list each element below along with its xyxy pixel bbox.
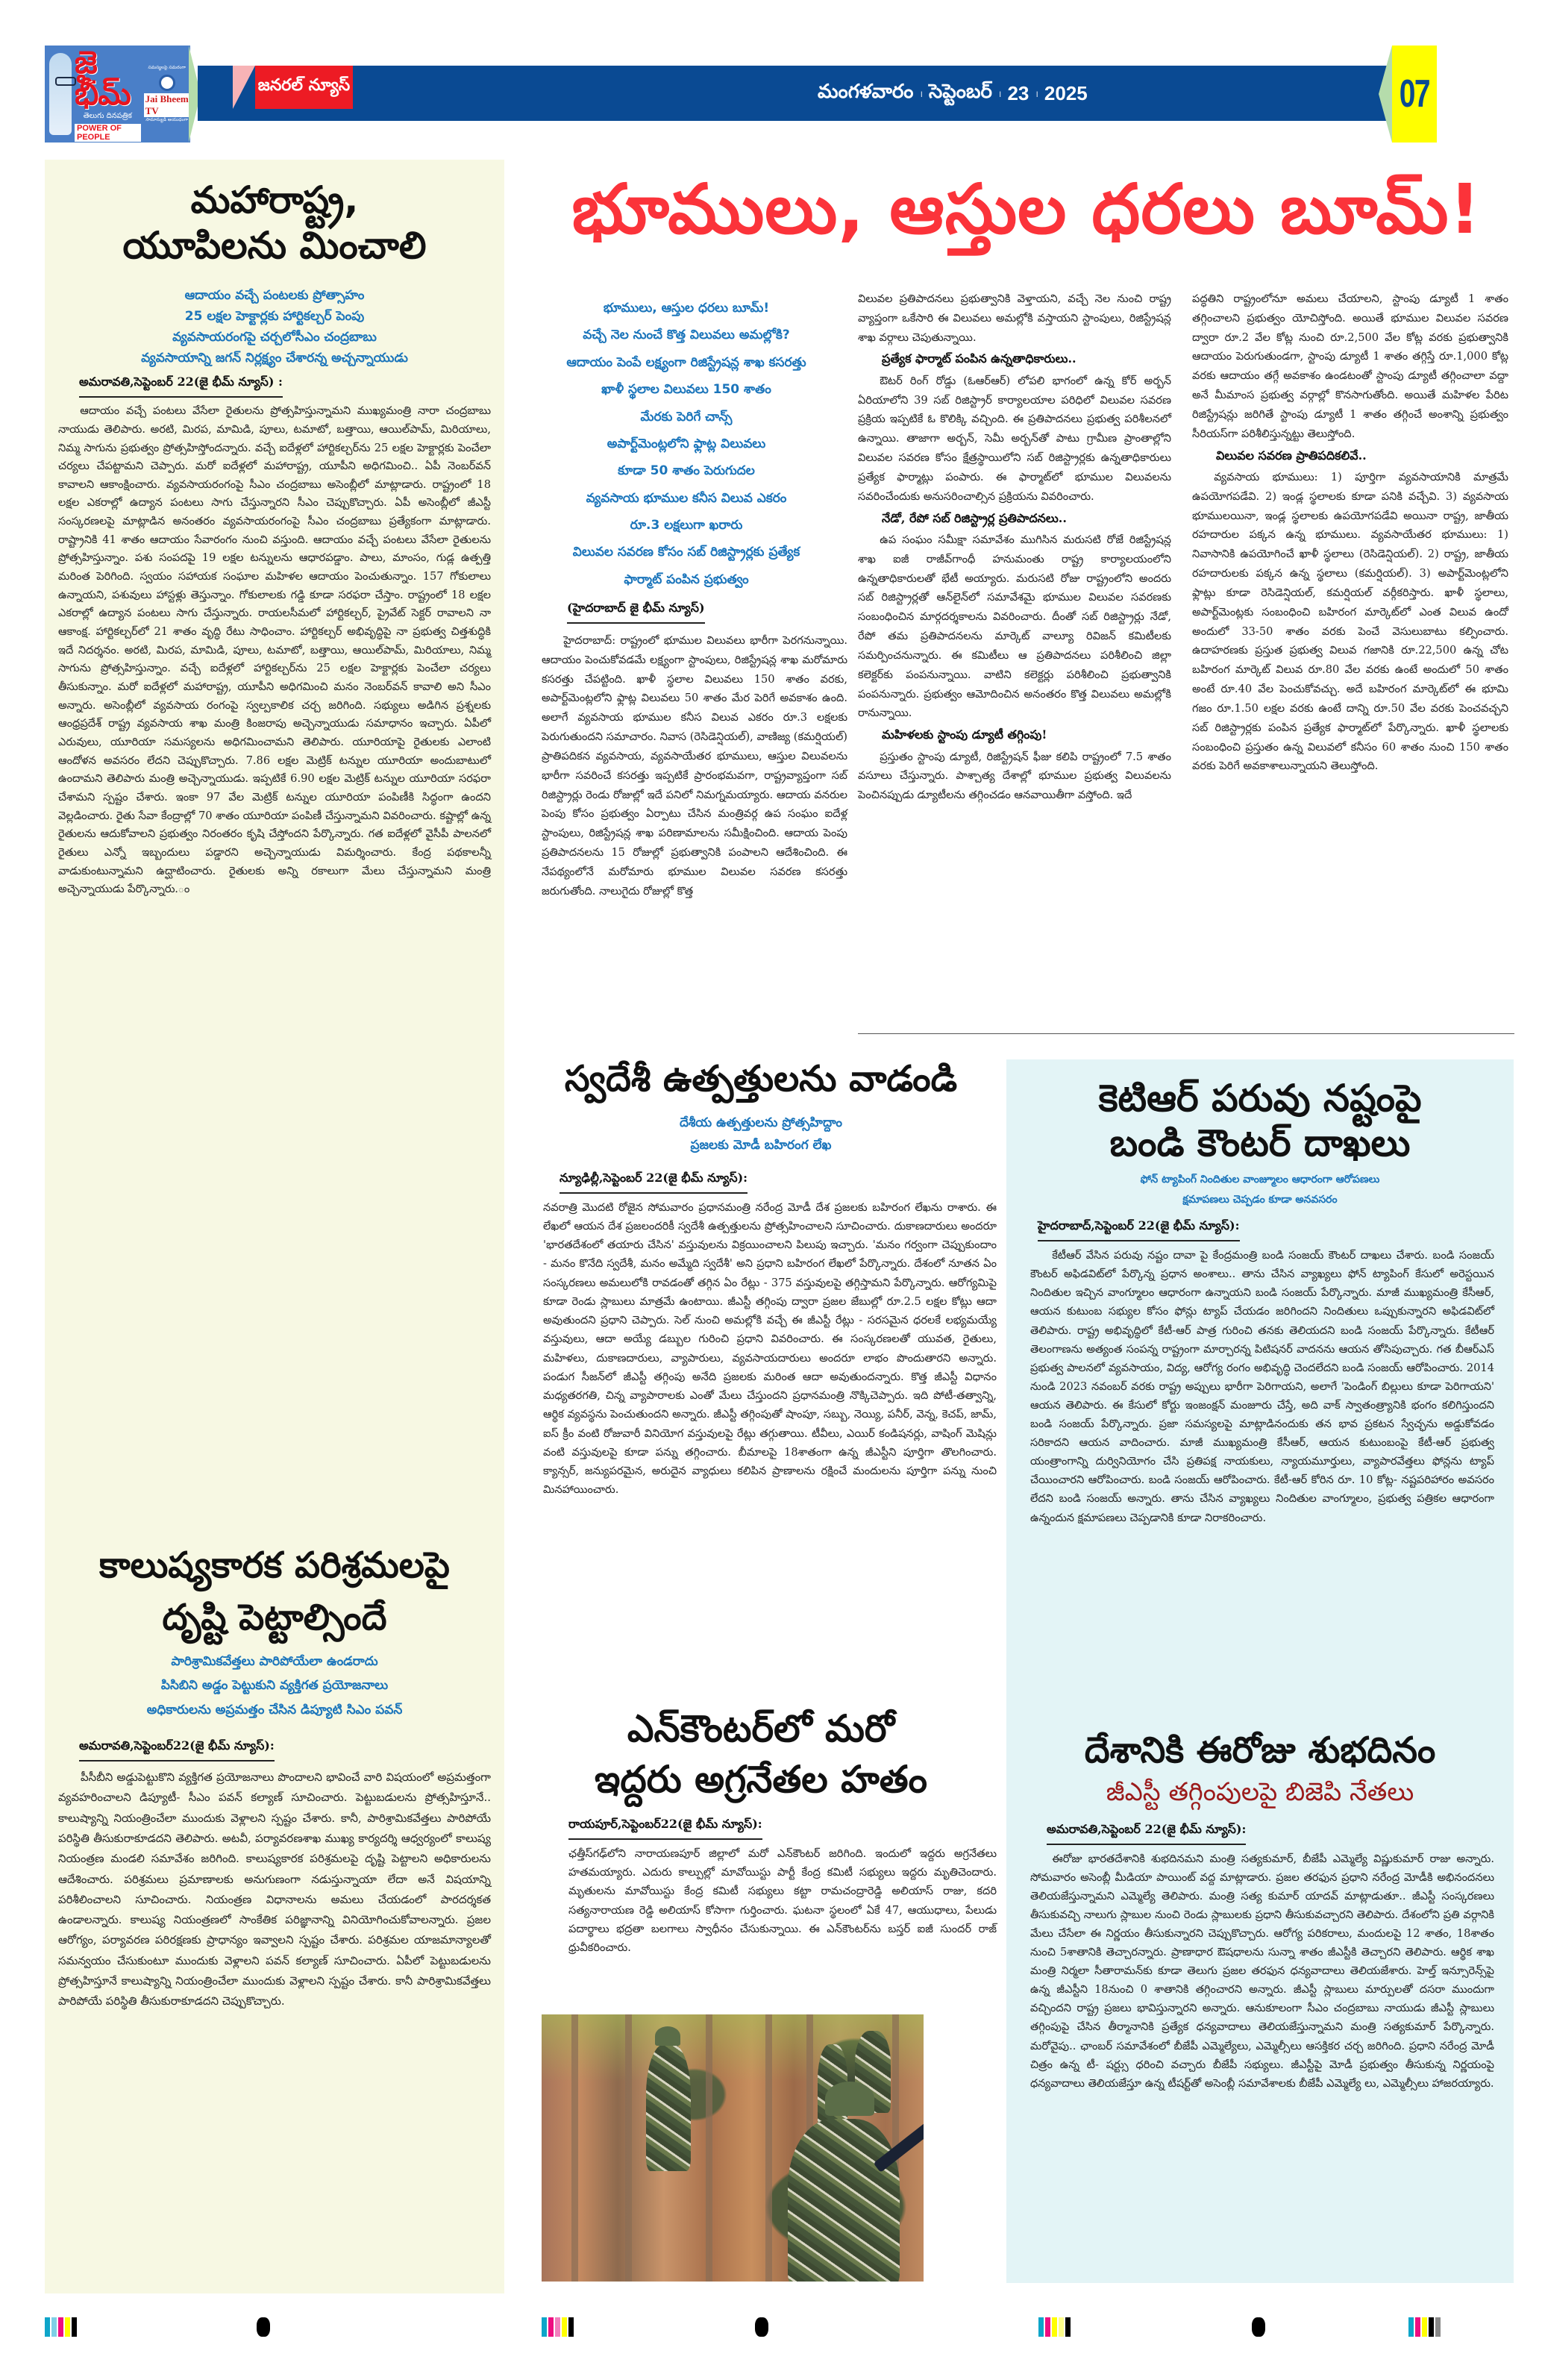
subheading: నేడో, రేపో సబ్ రిజిస్ట్రార్ల ప్రతిపాదనలు.. xyxy=(882,510,1067,525)
logo-subtitle: తెలుగు దినపత్రిక xyxy=(83,111,132,120)
article-subheadline: జీఎస్టీ తగ్గింపులపై బిజెపి నేతలు xyxy=(1106,1776,1414,1807)
color-bar xyxy=(562,2317,567,2337)
deck-line: వ్యవసాయ భూముల కనీస విలువ ఎకరం xyxy=(586,490,787,506)
color-bar xyxy=(1052,2317,1057,2337)
body-paragraph: ఔటర్ రింగ్ రోడ్డు (ఓఆర్ఆర్) లోపలి భాగంలో ఉన్న కోర్ అర్బన్ ఏరియాలోని 39 సబ్ రిజిస్ట్రార్ కార్యాలయాల పరిధిలో విలువల సవరణ ప్రక్రియ ఇప్పటికే ఓ కొలిక్కి వచ్చింది. ఈ ప్రతిపాదనలు ప్రభుత్వ పరిశీలనలో ఉన్నాయి. తాజాగా అర్బన్, సెమీ అర్బన్‌తో పాటు గ్రామీణ ప్రాంతాల్లోని విలువల సవరణ కోసం క్షేత్రస్థాయిలోని సబ్ రిజిస్ట్రార్లకు ఉన్నతాధికారులు ప్రత్యేక ఫార్మాట్లు పంపారు. ఈ ఫార్మాట్‌లో భూముల విలువలను సవరించేందుకు అనుసరించాల్సిన ప్రక్రియను వివరించారు. xyxy=(858,374,1171,503)
registration-mark xyxy=(755,2317,768,2337)
main-dateline: (హైదరాబాద్ జై భీమ్ న్యూస్) xyxy=(567,601,705,624)
article-pollution xyxy=(58,1540,491,2012)
newspaper-logo[interactable] xyxy=(45,43,190,143)
headline-line: దృష్టి పెట్టాల్సిందే xyxy=(162,1596,387,1638)
ribbon-accent xyxy=(233,66,255,109)
section-label: జనరల్ న్యూస్ xyxy=(255,66,353,109)
subheading: మహిళలకు స్టాంపు డ్యూటీ తగ్గింపు! xyxy=(882,727,1047,742)
deck-line: పిసిబిని అడ్డం పెట్టుకుని వ్యక్తిగత ప్రయోజనాలు xyxy=(160,1678,389,1694)
color-bar xyxy=(51,2317,57,2337)
deck-line: రూ.3 లక్షలుగా ఖరారు xyxy=(630,518,743,533)
article-body xyxy=(1023,1246,1497,1526)
color-bar xyxy=(1415,2317,1420,2337)
date-year: 2025 xyxy=(1044,81,1088,104)
article-headline: దేశానికి ఈరోజు శుభదినం xyxy=(1084,1729,1436,1771)
article-dateline: అమరావతి,సెప్టెంబర్ 22(జై భీమ్ న్యూస్) : xyxy=(79,375,283,398)
article-swadeshi xyxy=(522,1058,1000,1500)
issue-date xyxy=(818,66,1088,121)
masthead xyxy=(0,0,1542,149)
article-ktr-defamation xyxy=(1023,1076,1497,1527)
color-bar xyxy=(1435,2317,1441,2337)
page-arrow-decoration xyxy=(1379,46,1392,143)
body-paragraph: వ్యవసాయ భూములు: 1) పూర్తిగా వ్యవసాయానికి మాత్రమే ఉపయోగపడేవి. 2) ఇండ్ల స్థలాలకు కూడా పనికి వచ్చేవి. 3) వ్యవసాయ భూములయినా, ఇండ్ల స్థలాలకు ఉపయోగపడేవి అయినా రాష్ట్ర, జాతీయ రహదారుల పక్కన ఉన్న భూములు. వ్యవసాయేతర భూములు: 1) నివాసానికి ఉపయోగించే ఖాళీ స్థలాలు (రెసిడెన్షియల్). 2) రాష్ట్ర, జాతీయ రహదారులకు పక్కన ఉన్న స్థలాలు (కమర్షియల్). 3) అపార్ట్‌మెంట్లలోని ఫ్లాట్లు కూడా రెసిడెన్షియల్, కమర్షియల్ వర్గీకరిస్తారు. ఖాళీ స్థలాలు, అపార్ట్‌మెంట్లకు సంబంధించి బహిరంగ మార్కెట్‌లో ఎంత విలువ ఉందో అందులో 33-50 శాతం వరకు పెంచే వెసులుబాటు కల్పించారు. ఉదాహరణకు ప్రస్తుత ప్రభుత్వ విలువ గజానికి రూ.22,500 ఉన్న చోట బహిరంగ మార్కెట్ విలువ రూ.80 వేల వరకు ఉంటే అందులో 50 శాతం అంటే రూ.40 వేల పెంచుకోవచ్చు. అదే బహిరంగ మార్కెట్‌లో ఈ భూమి గజం రూ.1.50 లక్షల వరకు ఉంటే దాన్ని రూ.50 వేల వరకు పెంచవచ్చని సబ్ రిజిస్ట్రార్లకు పంపిన ప్రత్యేక ఫార్మాట్‌లో పేర్కొన్నారు. ఖాళీ స్థలాలకు సంబంధించి ప్రస్తుతం ఉన్న విలువలో కనీసం 60 శాతం నుంచి 150 శాతం వరకు పెరిగే అవకాశాలున్నాయని తెలుస్తోంది. xyxy=(1192,470,1508,773)
deck-line: పారిశ్రామికవేత్తలు పారిపోయేలా ఉండరాదు xyxy=(171,1654,378,1670)
body-paragraph: హైదరాబాద్: రాష్ట్రంలో భూముల విలువలు భారీగా పెరగనున్నాయి. ఆదాయం పెంచుకోవడమే లక్ష్యంగా స్టాంపులు, రిజిస్ట్రేషన్ల శాఖ మరోమారు కసరత్తు చేపట్టింది. ఖాళీ స్థలాల విలువలు 150 శాతం వరకు, అపార్ట్‌మెంట్లలోని ఫ్లాట్ల విలువలు 50 శాతం మేర పెరిగే అవకాశం ఉంది. అలాగే వ్యవసాయ భూముల కనీస విలువ ఎకరం రూ.3 లక్షలకు పెరుగుతుందని సమాచారం. నివాస (రెసిడెన్షియల్), వాణిజ్య (కమర్షియల్) ప్రాతిపదికన వ్యవసాయ, వ్యవసాయేతర భూములు, ఆస్తుల విలువలను భారీగా సవరించే కసరత్తు ఇప్పటికే ప్రారంభమవగా, రాష్ట్రవ్యాప్తంగా సబ్ రిజిస్ట్రార్లు రెండు రోజుల్లో ఇదే పనిలో నిమగ్నమయ్యారు. ఆదాయ వనరుల పెంపు కోసం ప్రభుత్వం ఏర్పాటు చేసిన మంత్రివర్గ ఉప సంఘం ఐదేళ్ల స్టాంపులు, రిజిస్ట్రేషన్ల శాఖ పరిణామాలను సమీక్షించింది. ఆదాయ పెంపు ప్రతిపాదనలను 15 రోజుల్లో ప్రభుత్వానికి పంపాలని ఆదేశించింది. ఈ నేపథ్యంలోనే మరోమారు భూముల విలువల సవరణ కసరత్తు జరుగుతోంది. నాలుగైదు రోజుల్లో కొత్త xyxy=(542,634,847,898)
date-month: సెప్టెంబర్ xyxy=(929,79,992,102)
article-encounter xyxy=(522,1703,1000,1957)
main-column-3 xyxy=(1192,289,1508,776)
subheading: ప్రత్యేక ఫార్మాట్ పంపిన ఉన్నతాధికారులు.. xyxy=(882,351,1076,366)
body-paragraph: విలువల ప్రతిపాదనలు ప్రభుత్వానికి వెళ్తాయని, వచ్చే నెల నుంచి రాష్ట్ర వ్యాప్తంగా ఒకేసారి ఈ విలువలు అమల్లోకి వస్తాయని స్టాంపులు, రిజిస్ట్రేషన్ల శాఖ వర్గాలు చెపుతున్నాయి. xyxy=(858,292,1171,344)
deck-line: దేశీయ ఉత్పత్తులను ప్రోత్సహిద్దాం xyxy=(679,1115,843,1130)
article-body xyxy=(522,1198,1000,1500)
main-headline: భూములు, ఆస్తుల ధరలు బూమ్! xyxy=(571,169,1482,249)
article-body xyxy=(58,402,491,899)
article-headline xyxy=(58,1540,491,1644)
article-body xyxy=(1023,1850,1497,2093)
body-paragraph: నవరాత్రి మొదటి రోజైన సోమవారం ప్రధానమంత్రి నరేంద్ర మోడీ దేశ ప్రజలకు బహిరంగ లేఖను రాశారు. ఈ లేఖలో ఆయన దేశ ప్రజలందరికీ స్వదేశీ ఉత్పత్తులను ప్రోత్సహించాలని సూచించారు. దుకాణదారులు అందరూ 'భారతదేశంలో తయారు చేసిన' వస్తువులను విక్రయించాలని పిలుపు ఇచ్చారు. 'మనం గర్వంగా చెప్పుకుందాం - మనం కొనేది స్వదేశీ, మనం అమ్మేది స్వదేశీ' అని ప్రధాని బహిరంగ లేఖలో పేర్కొన్నారు. దేశంలో నూతన ఏం సంస్కరణలు అమలులోకి రావడంతో తగ్గిన ఏం రేట్లు - 375 వస్తువులపై తగ్గిస్తామని పేర్కొన్నారు. ఆరోగ్యమిపై కూడా రెండు స్లాబులు మాత్రమే ఉంటాయి. జీఎస్టీ తగ్గింపు ద్వారా ప్రజల జేబుల్లో రూ.2.5 లక్షల కోట్లు ఆదా అవుతుందని ప్రధాని చెప్పారు. సెల్ నుంచి అమల్లోకి వచ్చే ఈ జీఎస్టీ రేట్లు - సరసమైన ధరలకే లభ్యమయ్యే వస్తువులు, ఆదా అయ్యే డబ్బుల గురించి ప్రధాని వివరించారు. ఈ సంస్కరణలతో యువత, రైతులు, మహిళలు, దుకాణదారులు, వ్యాపారులు, వ్యవసాయదారులు అందరూ లాభం పొందుతారని అన్నారు. పండుగ సీజన్‌లో జీఎస్టీ తగ్గింపు అనేది ప్రజలకు మరింత ఆదా అవుతుందన్నారు. కొత్త జీఎస్టీ విధానం మధ్యతరగతి, చిన్న వ్యాపారాలకు ఎంతో మేలు చేస్తుందని ప్రధానమంత్రి నొక్కిచెప్పారు. ఇది పోటీ-తత్వాన్ని, ఆర్థిక వ్యవస్థను పెంచుతుందని అన్నారు. జీఎస్టీ తగ్గింపుతో షాంపూ, సబ్బు, నెయ్యి, పనీర్, వెన్న, కెచప్, జామ్, ఐస్ క్రీం వంటి రోజువారీ వినియోగ వస్తువులపై రేట్లు తగ్గుతాయి. టీవీలు, ఎయిర్ కండిషనర్లు, వాషింగ్ మెషిన్లు వంటి వస్తువులపై కూడా పన్ను తగ్గించారు. బీమాలపై 18శాతంగా ఉన్న జీఎస్టీని పూర్తిగా తొలగించారు. క్యాన్సర్, జన్యుపరమైన, అరుదైన వ్యాధులు కలిపిన ప్రాణాలను రక్షించే మందులను పూర్తిగా పన్ను నుంచి మినహాయించారు. xyxy=(543,1200,997,1497)
deck-line: వ్యవసాయాన్ని జగన్ నిర్లక్ష్యం చేశారన్న అచ్చన్నాయుడు xyxy=(141,351,408,366)
color-bar xyxy=(1429,2317,1434,2337)
article-headline xyxy=(1023,1076,1497,1165)
body-paragraph: ఈరోజు భారతదేశానికి శుభదినమని మంత్రి సత్యకుమార్, బీజేపీ ఎమ్మెల్యే విష్ణుకుమార్ రాజు అన్నారు. సోమవారం అసెంబ్లీ మీడియా పాయింట్ వద్ద మాట్లాడారు. ప్రజల తరఫున ప్రధాని నరేంద్ర మోడీకి అభినందనలు తెలియజేస్తున్నామని ఎమ్మెల్యే తెలిపారు. మంత్రి సత్య కుమార్ యాదవ్ మాట్లాడుతూ.. జీఎస్టీ సంస్కరణలు తీసుకువచ్చి నాలుగు స్లాబుల నుంచి రెండు స్లాబులకు ప్రధాని తీసుకువచ్చారని తెలిపారు. దేశంలోని ప్రతి వర్గానికి మేలు చేసేలా ఈ నిర్ణయం తీసుకున్నారని చెప్పుకొచ్చారు. ఆరోగ్య పరికరాలు, మందులపై 12 శాతం, 18శాతం నుంచి 5శాతానికి తెచ్చారన్నారు. ప్రాణాధార ఔషధాలను సున్నా శాతం జీఎస్టీకి తెచ్చారని తెలిపారు. ఆర్థిక శాఖ మంత్రి నిర్మలా సీతారామన్‌కు కూడా తెలుగు ప్రజల తరఫున ధన్యవాదాలు తెలియజేశారు. హెల్త్ ఇన్సూరెన్స్‌పై ఉన్న జీఎస్టీని 18నుంచి 0 శాతానికి తగ్గించారని అన్నారు. జీఎస్టీ స్లాబులు మార్పులతో దసరా ముందుగా వచ్చిందని రాష్ట్ర ప్రజలు భావిస్తున్నారని అన్నారు. ఆనుకూలంగా సీఎం చంద్రబాబు నాయుడు జీఎస్టీ స్లాబులు తగ్గింపుపై చేసిన తీర్మానానికి ప్రత్యేక ధన్యవాదాలు తెలియజేస్తున్నామని మంత్రి సత్యకుమార్ పేర్కొన్నారు. మరోవైపు.. ఛాంబర్ సమావేశంలో బీజేపీ ఎమ్మెల్యేలు, ఎమ్మెల్సీలు ఆసక్తికర చర్చ జరిగింది. ప్రధాని నరేంద్ర మోడీ చిత్రం ఉన్న టీ- షర్ట్సు ధరించి వచ్చారు బీజేపీ సభ్యులు. జీఎస్టీపై మోడీ ప్రభుత్వం తీసుకున్న నిర్ణయంపై ధన్యవాదాలు తెలియజేస్తూ ఉన్న టీషర్ట్‌తో అసెంబ్లీ సమావేశాలకు బీజేపీ ఎమ్మెల్యే లు, ఎమ్మెల్సీలు హాజరయ్యారు. xyxy=(1030,1852,1494,2090)
color-bar xyxy=(1408,2317,1414,2337)
page-number: 07 xyxy=(1399,72,1430,116)
body-paragraph: కేటీఆర్ వేసిన పరువు నష్టం దావా పై కేంద్రమంత్రి బండి సంజయ్ కౌంటర్ దాఖలు చేశారు. బండి సంజయ్ కౌంటర్ అఫిడవిట్‌లో పేర్కొన్న ప్రధాన అంశాలు.. తాను చేసిన వ్యాఖ్యలు ఫోన్ ట్యాపింగ్ కేసులో అరెస్టయిన నిందితుల ఇచ్చిన వాంగ్మూలం ఆధారంగా ఉన్నాయని బండి సంజయ్ పేర్కొన్నారు. మాజీ ముఖ్యమంత్రి కేసీఆర్, ఆయన కుటుంబ సభ్యుల కోసం ఫోన్లు ట్యాప్ చేయడం జరిగిందని నిందితులు ఒప్పుకున్నారని అఫిడవిట్‌లో తెలిపారు. రాష్ట్ర అభివృద్ధిలో కేటీ-ఆర్ పాత్ర గురించి తనకు తెలియదని బండి సంజయ్ పేర్కొన్నారు. కేటీఆర్ తెలంగాణను అత్యంత సంపన్న రాష్ట్రంగా మార్చారన్న పిటిషనర్ వాదనను ఆయన తోసిపుచ్చారు. గత బీఆర్ఎస్ ప్రభుత్వ పాలనలో వ్యవసాయం, విద్య, ఆరోగ్య రంగం అభివృద్ధి చెందలేదని బండి సంజయ్ ఆరోపించారు. 2014 నుండి 2023 నవంబర్ వరకు రాష్ట్ర అప్పులు భారీగా పెరిగాయని, అలాగే 'పెండింగ్ బిల్లులు కూడా పెరిగాయని' ఆయన తెలిపారు. ఈ కేసులో కోర్టు ఇంజంక్షన్ మంజూరు చేస్తే, అది వాక్ స్వాతంత్ర్యానికి భంగం కలిగిస్తుందని బండి సంజయ్ పేర్కొన్నారు. ప్రజా సమస్యలపై మాట్లాడినందుకు తన భావ ప్రకటన స్వేచ్ఛను అడ్డుకోవడం సరికాదని ఆయన వాదించారు. మాజీ ముఖ్యమంత్రి కేసీఆర్, ఆయన కుటుంబంపై కేటీ-ఆర్ ప్రభుత్వ యంత్రాంగాన్ని దుర్వినియోగం చేసి ప్రతిపక్ష నాయకులు, న్యాయమూర్తులు, వ్యాపారవేత్తలు ఫోన్లను ట్యాప్ చేయించారని ఆరోపించారు. బండి సంజయ్ ఆరోపించారు. కేటీ-ఆర్ కోరిన రూ. 10 కోట్ల- నష్టపరిహారం అవసరం లేదని బండి సంజయ్ అన్నారు. తాను చేసిన వ్యాఖ్యలు నిందితుల వాంగ్మూలం, ప్రభుత్వ పత్రికల ఆధారంగా ఉన్నందున క్షమాపణలు చెప్పడానికి కూడా నిరాకరించారు. xyxy=(1030,1249,1494,1524)
logo-tagline: POWER OF PEOPLE xyxy=(75,124,141,142)
deck-line: కూడా 50 శాతం పెరుగుదల xyxy=(618,463,755,479)
page-number-box xyxy=(1392,46,1437,143)
article-headline xyxy=(58,178,491,269)
date-separator: । xyxy=(997,88,1002,99)
article-dateline: రాయపూర్,సెప్టెంబర్22(జై భీమ్ న్యూస్): xyxy=(568,1817,762,1840)
deck-line: ప్రజలకు మోడీ బహిరంగ లేఖ xyxy=(690,1138,832,1153)
article-deck xyxy=(522,1112,1000,1157)
header-ribbon xyxy=(198,66,1432,121)
soldier-figure xyxy=(646,2044,691,2171)
subheading: విలువల సవరణ ప్రాతిపదికలివే.. xyxy=(1216,448,1367,463)
headline-line: మహారాష్ట్ర, xyxy=(190,178,359,222)
article-dateline: అమరావతి,సెప్టెంబర్ 22(జై భీమ్ న్యూస్): xyxy=(1047,1822,1246,1845)
article-dateline: హైదరాబాద్,సెప్టెంబర్ 22(జై భీమ్ న్యూస్): xyxy=(1038,1218,1240,1241)
body-paragraph: ఛత్తీస్‌గఢ్‌లోని నారాయణపూర్ జిల్లాలో మరో ఎన్‌కౌంటర్ జరిగింది. ఇందులో ఇద్దరు అగ్రనేతలు హతమయ్యారు. ఎదురు కాల్పుల్లో మావోయిస్టు పార్టీ కేంద్ర కమిటీ సభ్యులు ఇద్దరు మృతిచెందారు. మృతులను మావోయిస్టు కేంద్ర కమిటీ సభ్యులు కట్టా రామచంద్రారెడ్డి అలియాస్ రాజు, కదరి సత్యనారాయణ రెడ్డి అలియాస్ కోసాగా గుర్తించారు. ఘటనా స్థలంలో ఏకే 47, ఆయుధాలు, పేలుడు పదార్థాలు భద్రతా బలగాలు స్వాధీనం చేసుకున్నాయి. ఈ ఎన్‌కౌంటర్‌ను బస్తర్ ఐజీ సుందర్ రాజ్ ధ్రువీకరించారు. xyxy=(568,1847,997,1955)
headline-line: ఎన్‌కౌంటర్‌లో మరో xyxy=(627,1707,895,1750)
soldier-figure xyxy=(788,2119,900,2282)
color-bar xyxy=(72,2317,77,2337)
color-bar xyxy=(65,2317,70,2337)
article-headline xyxy=(522,1703,1000,1805)
headline-line: కెటిఆర్ పరువు నష్టంపై xyxy=(1098,1077,1422,1120)
color-bar xyxy=(568,2317,574,2337)
registration-mark xyxy=(1252,2317,1265,2337)
article-dateline: అమరావతి,సెప్టెంబర్22(జై భీమ్ న్యూస్): xyxy=(79,1738,275,1761)
deck-line: ఆదాయం వచ్చే పంటలకు ప్రోత్సాహం xyxy=(184,288,365,303)
tv-emblem-icon xyxy=(159,75,175,91)
deck-line: అధికారులను అప్రమత్తం చేసిన డిప్యూటి సిఎం పవన్ xyxy=(146,1702,403,1717)
logo-title: జై భీమ్ xyxy=(75,43,131,112)
body-paragraph: పద్ధతిని రాష్ట్రంలోనూ అమలు చేయాలని, స్టాంపు డ్యూటీ 1 శాతం తగ్గించాలని ప్రభుత్వం యోచిస్తోంది. అయితే భూముల విలువల సవరణ ద్వారా రూ.2 వేల కోట్ల నుంచి రూ.2,500 వేల కోట్ల వరకు ప్రభుత్వానికి ఆదాయం పెరుగుతుండగా, స్టాంపు డ్యూటీ 1 శాతం తగ్గిస్తే రూ.1,000 కోట్ల వరకు ఆదాయం తగ్గే అవకాశం ఉండటంతో స్టాంపు డ్యూటీ తగ్గించాలా వద్దా అనే మీమాంస ప్రభుత్వ వర్గాల్లో కొనసాగుతోంది. అయితే మహిళల పేరిట రిజిస్ట్రేషన్లు జరిగితే స్టాంపు డ్యూటీ 1 శాతం తగ్గించే అంశాన్ని ప్రభుత్వం సీరియస్‌గా పరిశీలిస్తున్నట్టు తెలుస్తోంది. xyxy=(1192,292,1508,440)
date-weekday: మంగళవారం xyxy=(818,79,914,102)
article-gst-bjp xyxy=(1023,1729,1497,2093)
date-separator: । xyxy=(1035,88,1038,99)
section-divider xyxy=(858,1033,1514,1034)
article-dateline: న్యూఢిల్లీ,సెప్టెంబర్ 22(జై భీమ్ న్యూస్): xyxy=(560,1171,748,1194)
article-deck xyxy=(58,1650,491,1722)
color-bar xyxy=(1422,2317,1427,2337)
main-column-2 xyxy=(858,289,1171,805)
deck-line: ఖాళీ స్థలాల విలువలు 150 శాతం xyxy=(601,382,771,398)
article-body xyxy=(58,1767,491,2012)
deck-line: భూములు, ఆస్తుల ధరలు బూమ్! xyxy=(603,301,770,316)
body-paragraph: ఆదాయం వచ్చే పంటలు వేసేలా రైతులను ప్రోత్సహిస్తున్నామని ముఖ్యమంత్రి నారా చంద్రబాబు నాయుడు తెలిపారు. అరటి, మిరప, మామిడి, పూలు, టమాటో, బత్తాయి, ఆయిల్‌పామ్, మిరియాలు, నిమ్మ సాగును ప్రభుత్వం ప్రోత్సహిస్తోందన్నారు. వచ్చే ఐదేళ్లలో హార్టికల్చర్‌ను 25 లక్షల హెక్టార్లకు పెంచేలా చర్యలు చేపట్టామని చెప్పారు. మరో ఐదేళ్లలో మహారాష్ట్ర, యూపీని అధిగమించి.. ఏపీ నెంబర్‌వన్ కావాలని ఆకాంక్షించారు. వ్యవసాయరంగంపై సీఎం చంద్రబాబు అసెంబ్లీలో మాట్లాడారు. రాష్ట్రంలో 18 లక్షల ఎకరాల్లో ఉద్యాన పంటలు సాగు చేస్తున్నారని సీఎం చెప్పుకొచ్చారు. ఏపీ అసెంబ్లీలో జీఎస్టీ సంస్కరణలపై మాట్లాడిన అనంతరం వ్యవసాయరంగంపై సీఎం చంద్రబాబు ప్రత్యేకంగా మాట్లాడారు. రాష్ట్రానికి 41 శాతం ఆదాయం సేవారంగం నుంచి వస్తుంది. ఆదాయం వచ్చే పంటలు వేసేలా రైతులను ప్రోత్సహిస్తున్నాం. పశు సంపదపై 19 లక్షల టన్నులను ఆధారపడ్డాం. పాలు, మాంసం, గుడ్ల ఉత్పత్తి మరింత పెరిగింది. స్వయం సహాయక సంఘాల మహిళల ఆదాయం పెంచుతున్నాం. 157 గోకులాలు ఉన్నాయని, పశువులు హాస్టళ్లు తెస్తున్నాం. గోకులాలకు గడ్డి కూడా సరఫరా చేస్తాం. రాష్ట్రంలో 18 లక్షల ఎకరాల్లో ఉద్యాన పంటలు సాగు చేస్తున్నారు. రాయలసీమలో హార్టికల్చర్, ప్రైవేట్ సెక్టర్ రావాలని నా ఆకాంక్ష. హార్టికల్చర్‌లో 21 శాతం వృద్ధి రేటు సాధించాం. హార్టికల్చర్ అభివృద్ధిపై నా ప్రభుత్వ చిత్తశుద్ధికి ఇదే నిదర్శనం. అరటి, మిరప, మామిడి, పూలు, టమాటో, బత్తాయి, ఆయిల్‌పామ్, మిరియాలు, నిమ్మ సాగును ప్రోత్సహిస్తున్నాం. వచ్చే ఐదేళ్లలో హార్టికల్చర్‌ను 25 లక్షల హెక్టార్లకు పెంచేలా చర్యలు తీసుకున్నాం. మరో ఐదేళ్లలో మహారాష్ట్ర, యూపీని అధిగమించి మనం నెంబర్‌వన్ కావాలి అని సీఎం అన్నారు. అసెంబ్లీలో వ్యవసాయ రంగంపై స్వల్పకాలిక చర్చ జరిగింది. సభ్యులు అడిగిన ప్రశ్నలకు ఆంధ్రప్రదేశ్ రాష్ట్ర వ్యవసాయ శాఖ మంత్రి కింజరాపు అచ్చెన్నాయుడు సమాధానం ఇచ్చారు. ఏపీలో ఎరువులు, యూరియా సమస్యలను అధిగమించామని తెలిపారు. యూరియాపై రైతులకు ఎలాంటి ఆందోళన అవసరం లేదని చెప్పుకొచ్చారు. 7.86 లక్షల మెట్రిక్ టన్నుల యూరియా అందుబాటులో ఉందామని తెలిపారు మంత్రి అచ్చెన్నాయుడు. ఇప్పటికే 6.90 లక్షల మెట్రిక్ టన్నుల యూరియా సరఫరా చేశామని స్పష్టం చేశారు. ఇంకా 97 వేల మెట్రిక్ టన్నుల యూరియా పంపిణీకి సిద్ధంగా ఉందని వెల్లడించారు. రైతు సేవా కేంద్రాల్లో 70 శాతం యూరియా పంపిణీ చేస్తున్నామని వివరించారు. కష్టాల్లో ఉన్న రైతులను ఆదుకోవాలని ప్రభుత్వం నిరంతరం కృషి చేస్తోందని పేర్కొన్నారు. గత ఐదేళ్లలో వైసీపీ పాలనలో రైతులు ఎన్నో ఇబ్బందులు పడ్డారని అచ్చెన్నాయుడు విమర్శించారు. కేంద్ర పథకాలన్నీ వాడుకుంటున్నామని ఉద్ఘాటించారు. రైతులకు అన్ని రకాలుగా మేలు చేస్తున్నామని మంత్రి అచ్చెన్నాయుడు పేర్కొన్నారు.ం xyxy=(58,404,491,896)
headline-line: ఇద్దరు అగ్రనేతల హతం xyxy=(594,1758,927,1801)
deck-line: ఫోన్ ట్యాపింగ్ నిందితుల వాంజ్మూలం ఆధారంగా ఆరోపణలు xyxy=(1140,1174,1380,1186)
color-bar xyxy=(45,2317,50,2337)
main-column-1 xyxy=(542,631,847,901)
body-paragraph: ఉప సంఘం సమీక్షా సమావేశం ముగిసిన మరుసటి రోజే రిజిస్ట్రేషన్ల శాఖ ఐజీ రాజీవ్‌గాంధీ హనుమంతు రాష్ట్ర కార్యాలయంలోని ఉన్నతాధికారులతో భేటీ అయ్యారు. మరుసటి రోజు రాష్ట్రంలోని అందరు సబ్ రిజిస్ట్రార్లతో ఆన్‌లైన్‌లో సమావేశమై భూముల విలువల సవరణకు సంబంధించిన మార్గదర్శకాలను వివరించారు. దీంతో సబ్ రిజిస్ట్రార్లు నేడో, రేపో తమ ప్రతిపాదనలను మార్కెట్ వాల్యూ రివిజన్ కమిటీలకు సమర్పించనున్నారు. ఈ కమిటీలు ఆ ప్రతిపాదనలు పరిశీలించి జిల్లా కలెక్టర్‌కు పంపనున్నాయి. వాటిని కలెక్టర్లు పరిశీలించి ప్రభుత్వానికి పంపనున్నారు. ప్రభుత్వం ఆమోదించిన అనంతరం కొత్త విలువలు అమల్లోకి రానున్నాయి. xyxy=(858,533,1171,720)
headline-line: యూపిలను మించాలి xyxy=(122,224,427,267)
color-bar xyxy=(542,2317,547,2337)
deck-line: అపార్ట్‌మెంట్లలోని ఫ్లాట్ల విలువలు xyxy=(607,436,766,451)
body-paragraph: పీసీబీని అడ్డుపెట్టుకొని వ్యక్తిగత ప్రయోజనాలు పొందాలని భావించే వారి విషయంలో అప్రమత్తంగా వ్యవహరించాలని డిప్యూటీ- సీఎం పవన్ కల్యాణ్ సూచించారు. పెట్టుబడులను ప్రోత్సహిస్తూనే.. కాలుష్యాన్ని నియంత్రించేలా ముందుకు వెళ్లాలని స్పష్టం చేశారు. కానీ, పారిశ్రామికవేత్తలు పారిపోయే పరిస్థితి తీసుకురాకూడదని తెలిపారు. అటవీ, పర్యావరణశాఖ ముఖ్య కార్యదర్శి ఆధ్వర్యంలో కాలుష్య నియంత్రణ మండలి సమావేశం జరిగింది. కాలుష్యకారక పరిశ్రమలపై దృష్టి పెట్టాలని అధికారులను ఆదేశించారు. పరిశ్రమలు ప్రమాణాలకు అనుగుణంగా నడుస్తున్నాయా లేదా అనే విషయాన్ని పరిశీలించాలని సూచించారు. నియంత్రణ విధానాలను అమలు చేయడంలో పారదర్శకత ఉండాలన్నారు. కాలుష్య నియంత్రణలో సాంకేతిక పరిజ్ఞానాన్ని వినియోగించుకోవాలన్నారు. ప్రజల ఆరోగ్యం, పర్యావరణ పరిరక్షణకు ప్రాధాన్యం ఇవ్వాలని స్పష్టం చేశారు. పరిశ్రమల యాజమాన్యాలతో సమన్వయం చేసుకుంటూ ముందుకు వెళ్లాలని పవన్ కల్యాణ్ సూచించారు. ఏపీలో పెట్టుబడులను ప్రోత్సహిస్తూనే కాలుష్యాన్ని నియంత్రించేలా ముందుకు వెళ్లాలని స్పష్టం చేశారు. కానీ పారిశ్రామికవేత్తలు పారిపోయే పరిస్థితి తీసుకురాకూడదని చెప్పుకొచ్చారు. xyxy=(58,1770,491,2008)
deck-line: ఫార్మాట్ పంపిన ప్రభుత్వం xyxy=(624,571,749,587)
color-bar xyxy=(1059,2317,1064,2337)
color-bar xyxy=(548,2317,554,2337)
article-maharashtra xyxy=(58,178,491,899)
right-feature-box xyxy=(1006,1059,1514,2283)
deck-line: మేరకు పెరిగే చాన్స్ xyxy=(640,409,733,425)
deck-line: 25 లక్షల హెక్టార్లకు హార్టికల్చర్ పెంపు xyxy=(184,309,365,325)
deck-line: వ్యవసాయరంగపై చర్చలోసీఎం చంద్రబాబు xyxy=(172,330,377,345)
deck-line: క్షమాపణలు చెప్పడం కూడా అనవసరం xyxy=(1182,1193,1338,1206)
ambedkar-portrait-icon xyxy=(49,53,72,135)
date-day: 23 xyxy=(1007,81,1029,104)
color-bar xyxy=(58,2317,63,2337)
encounter-photo xyxy=(542,2014,924,2282)
registration-mark xyxy=(257,2317,270,2337)
body-paragraph: ప్రస్తుతం స్టాంపు డ్యూటీ, రిజిస్ట్రేషన్ ఫీజు కలిపి రాష్ట్రంలో 7.5 శాతం వసూలు చేస్తున్నారు. పాశ్చాత్య దేశాల్లో భూముల ప్రభుత్వ విలువలను పెంచినప్పుడు డ్యూటీలను తగ్గించడం ఆనవాయితీగా వస్తోంది. ఇదే xyxy=(858,750,1171,802)
date-separator: । xyxy=(919,88,924,99)
left-column xyxy=(45,160,504,2293)
headline-line: కాలుష్యకారక పరిశ్రమలపై xyxy=(99,1544,450,1586)
color-bar xyxy=(1045,2317,1050,2337)
color-bar xyxy=(1038,2317,1044,2337)
article-deck xyxy=(1023,1170,1497,1209)
logo-side-top: సమస్యలపై సమరంగా xyxy=(148,65,187,70)
article-body xyxy=(522,1844,1000,1957)
deck-line: విలువల సవరణ కోసం సబ్ రిజిస్ట్రార్లకు ప్రత్యేక xyxy=(572,545,800,560)
article-headline: స్వదేశీ ఉత్పత్తులను వాడండి xyxy=(564,1058,958,1100)
logo-tv-brand: Jai Bheem TV xyxy=(144,93,190,117)
article-deck xyxy=(58,285,491,369)
color-bar xyxy=(555,2317,560,2337)
color-bar xyxy=(1065,2317,1071,2337)
deck-line: వచ్చే నెల నుంచే కొత్త విలువలు అమల్లోకి? xyxy=(583,328,790,343)
deck-line: ఆదాయం పెంపే లక్ష్యంగా రిజిస్ట్రేషన్ల శాఖ కసరత్తు xyxy=(566,354,806,370)
logo-side-bottom: సామాన్యుడి ఆయుధంగా xyxy=(145,117,189,122)
main-deck xyxy=(522,295,850,593)
headline-line: బండి కౌంటర్ దాఖలు xyxy=(1109,1121,1411,1165)
